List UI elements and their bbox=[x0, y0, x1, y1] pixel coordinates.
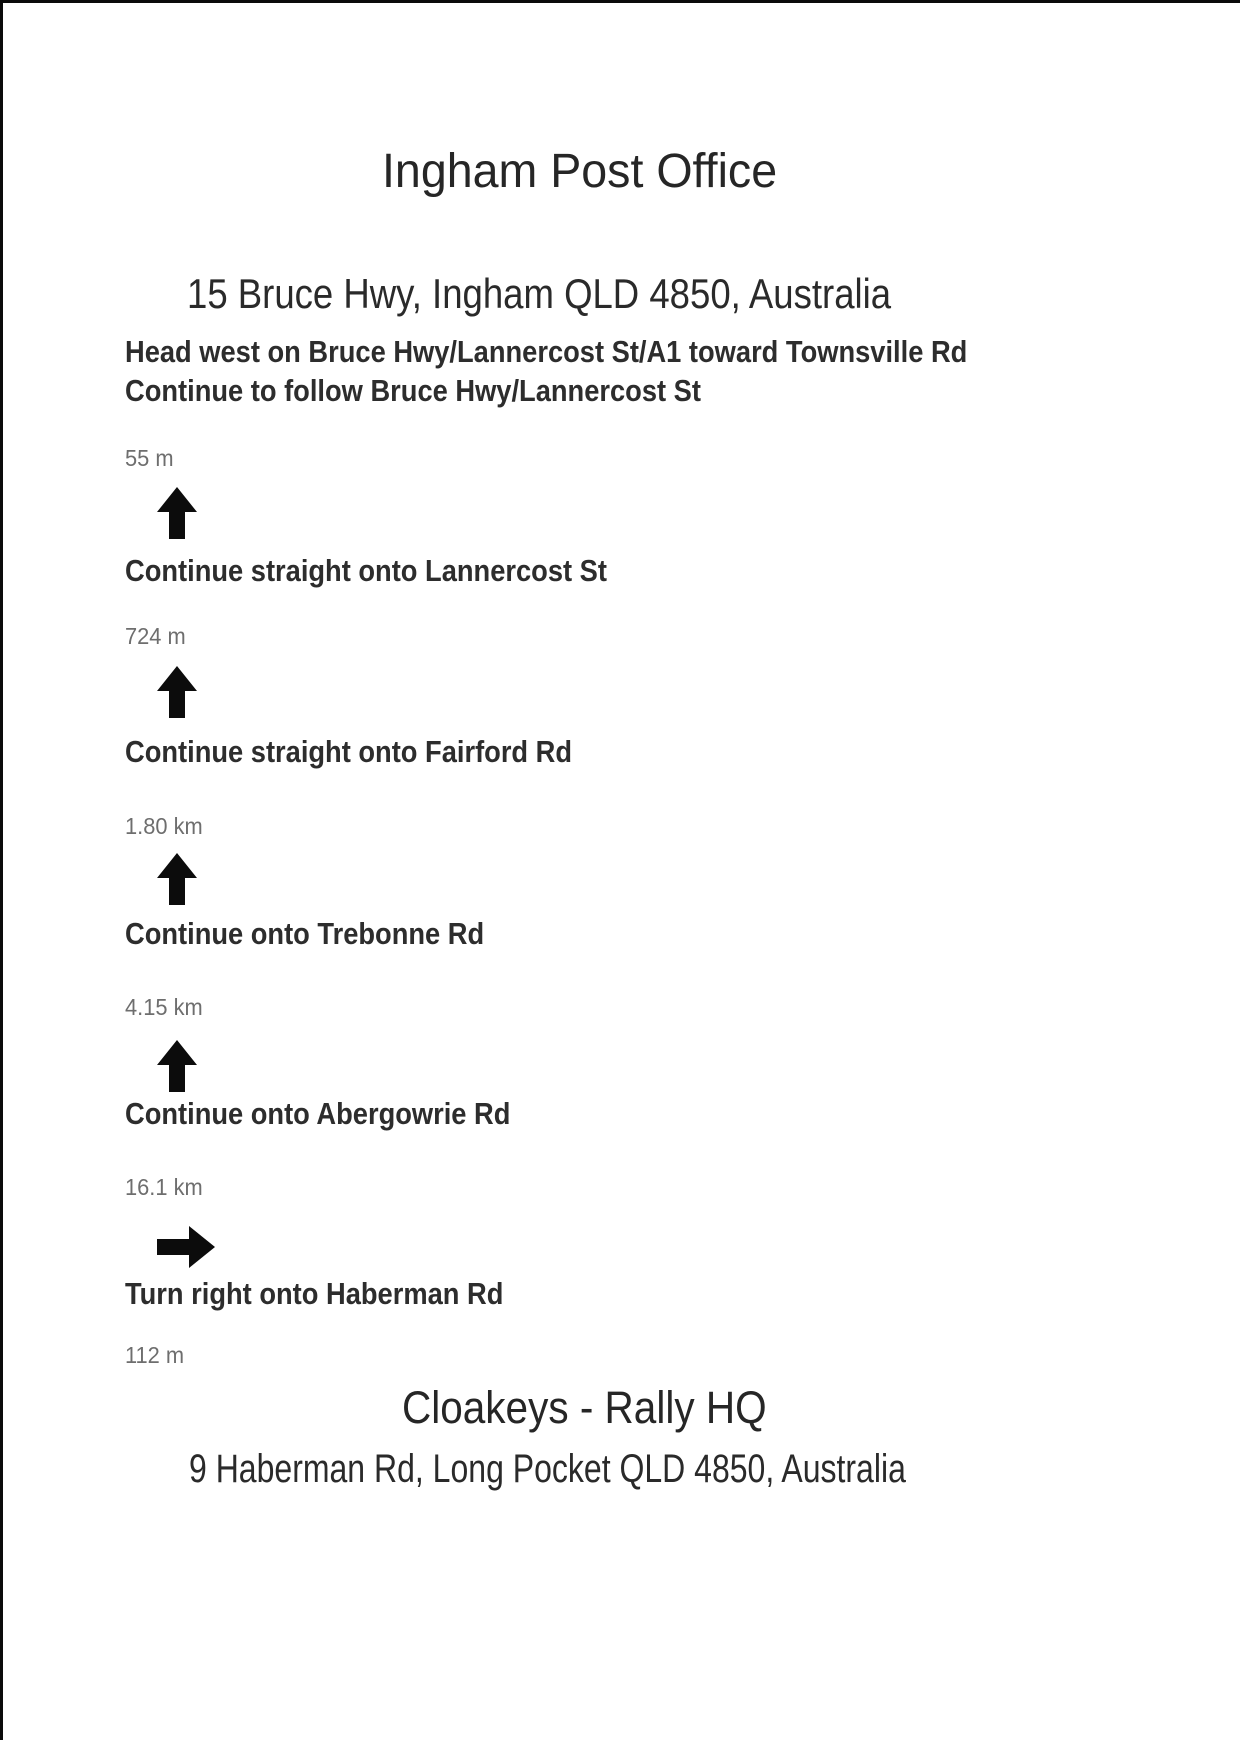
step-distance: 16.1 km bbox=[125, 1174, 203, 1200]
page-border-top bbox=[0, 0, 1240, 3]
origin-name: Ingham Post Office bbox=[382, 145, 778, 198]
straight-arrow-icon bbox=[157, 487, 197, 539]
turn-right-arrow-icon bbox=[157, 1226, 215, 1268]
step-instruction: Continue onto Trebonne Rd bbox=[125, 916, 485, 951]
step-instruction-continuation: Continue to follow Bruce Hwy/Lannercost St bbox=[125, 373, 701, 408]
step-distance: 724 m bbox=[125, 623, 186, 649]
step-distance: 55 m bbox=[125, 445, 174, 471]
straight-arrow-icon bbox=[157, 666, 197, 718]
step-instruction: Continue straight onto Lannercost St bbox=[125, 553, 607, 588]
step-instruction: Continue onto Abergowrie Rd bbox=[125, 1096, 511, 1131]
step-distance: 4.15 km bbox=[125, 994, 203, 1020]
step-distance: 1.80 km bbox=[125, 813, 203, 839]
step-instruction: Head west on Bruce Hwy/Lannercost St/A1 toward Townsville Rd bbox=[125, 334, 968, 369]
step-distance: 112 m bbox=[125, 1342, 185, 1368]
page-border-left bbox=[0, 0, 3, 1740]
origin-address: 15 Bruce Hwy, Ingham QLD 4850, Australia bbox=[187, 270, 892, 317]
step-instruction: Turn right onto Haberman Rd bbox=[125, 1276, 504, 1311]
destination-name: Cloakeys - Rally HQ bbox=[402, 1382, 767, 1433]
step-instruction: Continue straight onto Fairford Rd bbox=[125, 734, 573, 769]
straight-arrow-icon bbox=[157, 1040, 197, 1092]
destination-address: 9 Haberman Rd, Long Pocket QLD 4850, Australia bbox=[189, 1447, 906, 1491]
straight-arrow-icon bbox=[157, 853, 197, 905]
